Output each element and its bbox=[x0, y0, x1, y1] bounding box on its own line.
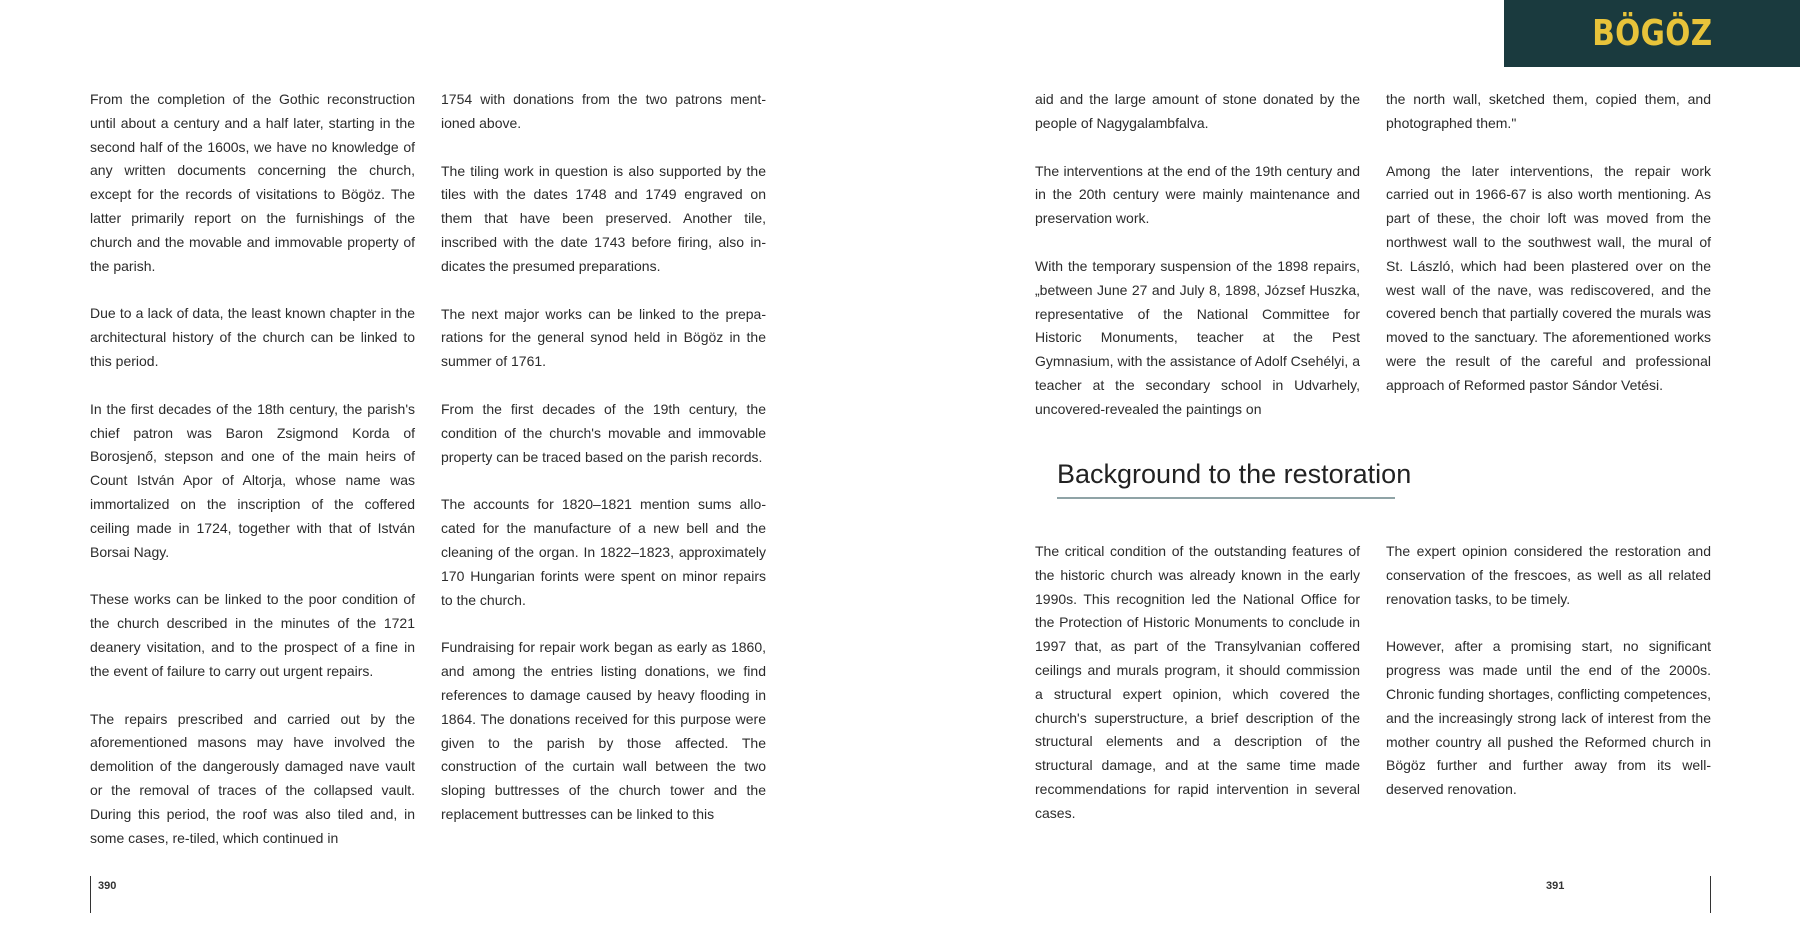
paragraph: Fundraising for repair work began as early as 1860, and among the entries listing donations, we find references to damage caused by heavy flooding in 1864. The donations received for this purpose were given to the parish by those affected. The construction of the curtain wall between the two sloping buttresses of the church tower and the replacement buttresses can be linked to this bbox=[441, 639, 766, 822]
paragraph: From the completion of the Gothic reconstruction until about a century and a half later, starting in the second half of the 1600s, we have no knowledge of any written documents concerning the church, except for the records of visitations to Bögöz. The latter primarily report on the furnishings of the church and the movable and immovable property of the parish. bbox=[90, 91, 415, 274]
paragraph: The accounts for 1820–1821 mention sums allocated for the manufacture of a new bell and the cleaning of the organ. In 1822–1823, approximately 170 Hungarian forints were spent on minor repairs to the church. bbox=[441, 496, 766, 608]
page-number: 390 bbox=[98, 880, 117, 892]
paragraph: 1754 with donations from the two patrons mentioned above. bbox=[441, 91, 766, 131]
paragraph: The repairs prescribed and carried out by the aforementioned masons may have involved the demolition of the dangerously damaged nave vault or the removal of traces of the collapsed vault. During this period, the roof was also tiled and, in some cases, re-tiled, which continued in bbox=[90, 710, 415, 846]
right-page-column-2 bbox=[1386, 88, 1711, 422]
chapter-header-tab bbox=[1504, 0, 1800, 67]
section-heading-underline bbox=[1057, 497, 1395, 499]
paragraph: However, after a promising start, no significant progress was made until the end of the 2000s. Chronic funding shortages, conflicting competences, and the increasingly strong lack of interest from the mother country all pushed the Reformed church in Bögöz further and further away from its well-deserved renovation. bbox=[1386, 638, 1711, 798]
paragraph: The critical condition of the outstanding features of the historic church was already known in the early 1990s. This recognition led the National Office for the Protection of Historic Monuments to conclude in 1997 that, as part of the Transylvanian coffered ceilings and murals program, it should commission a structural expert opinion, which covered the church's superstructure, a brief description of the structural elements and a description of the structural damage, and at the same time made recommendations for rapid intervention in several cases. bbox=[1035, 543, 1360, 821]
right-page-column-4 bbox=[1386, 540, 1711, 826]
paragraph: The next major works can be linked to the preparations for the general synod held in Bögöz in the summer of 1761. bbox=[441, 305, 766, 370]
paragraph: The tiling work in question is also supported by the tiles with the dates 1748 and 1749 engraved on them that have been preserved. Another tile, inscribed with the date 1743 before firing, also indicates the presumed preparations. bbox=[441, 162, 766, 274]
right-page bbox=[900, 0, 1800, 945]
page-number-rule bbox=[90, 876, 91, 913]
paragraph: The expert opinion considered the restoration and conservation of the frescoes, as well as all related renovation tasks, to be timely. bbox=[1386, 543, 1711, 607]
paragraph: In the first decades of the 18th century, the parish's chief patron was Baron Zsigmond Korda of Borosjenő, stepson and one of the main heirs of Count István Apor of Altorja, whose name was immortalized on the inscription of the coffered ceiling made in 1724, together with that of István Borsai Nagy. bbox=[90, 400, 415, 560]
chapter-title: BÖGÖZ bbox=[1591, 13, 1713, 54]
paragraph: aid and the large amount of stone donated by the people of Nagygalambfalva. bbox=[1035, 91, 1360, 131]
section-heading: Background to the restoration bbox=[1057, 459, 1412, 489]
paragraph: The interventions at the end of the 19th century and in the 20th century were mainly maintenance and preservation work. bbox=[1035, 162, 1360, 227]
page-number-rule bbox=[1710, 876, 1711, 913]
paragraph: Due to a lack of data, the least known chapter in the architectural history of the church can be linked to this period. bbox=[90, 305, 415, 369]
paragraph: Among the later interventions, the repair work carried out in 1966-67 is also worth mentioning. As part of these, the choir loft was moved from the northwest wall to the southwest wall, the mural of St. László, which had been plastered over on the west wall of the nave, was rediscovered, and the covered bench that partially covered the murals was moved to the sanctuary. The aforementioned works were the result of the careful and professional approach of Reformed pastor Sándor Vetési. bbox=[1386, 162, 1711, 393]
right-page-column-3 bbox=[1035, 540, 1360, 850]
left-page-column-2 bbox=[441, 88, 766, 851]
paragraph: These works can be linked to the poor condition of the church described in the minutes of the 1721 deanery visitation, and to the prospect of a fine in the event of failure to carry out urgent repairs. bbox=[90, 591, 415, 679]
paragraph: From the first decades of the 19th century, the condition of the church's movable and immovable property can be traced based on the parish records. bbox=[441, 400, 766, 465]
right-page-column-1 bbox=[1035, 88, 1360, 446]
page-number: 391 bbox=[1546, 880, 1565, 892]
paragraph: the north wall, sketched them, copied them, and photographed them." bbox=[1386, 91, 1711, 131]
paragraph: With the temporary suspension of the 1898 repairs, „between June 27 and July 8, 1898, József Huszka, representative of the National Committee for Historic Monuments, teacher at the Pest Gymnasium, with the assistance of Adolf Csehélyi, a teacher at the secondary school in Udvarhely, uncovered-revealed the paintings on bbox=[1035, 257, 1360, 417]
left-page-column-1 bbox=[90, 88, 415, 874]
